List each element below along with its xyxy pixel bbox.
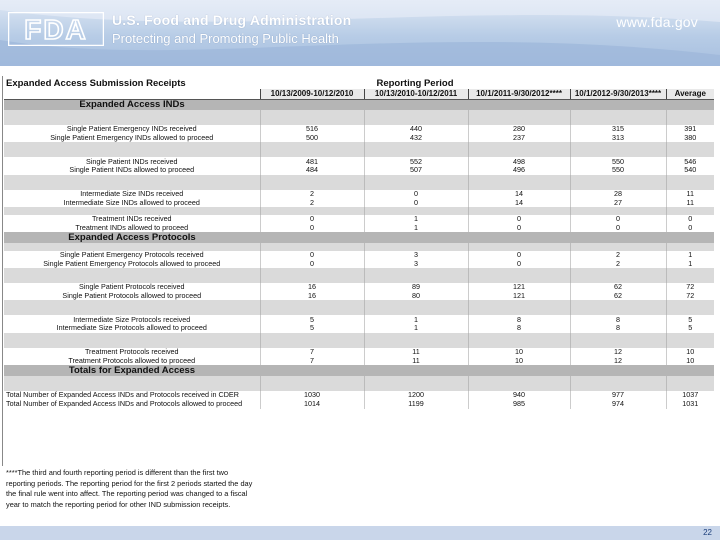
- cell: 0: [468, 223, 570, 232]
- section-inds: [4, 99, 714, 110]
- cell: 484: [260, 166, 364, 175]
- cell: 62: [570, 283, 666, 292]
- table-row: [4, 166, 714, 175]
- row-label: Treatment Protocols received: [84, 347, 179, 357]
- table-row: [4, 223, 714, 232]
- table-row: [4, 190, 714, 199]
- table-row-total: [4, 400, 714, 409]
- cell: 1: [666, 259, 714, 268]
- cell: 11: [364, 356, 468, 365]
- reporting-period-label: Reporting Period: [376, 78, 454, 89]
- agency-tagline: Protecting and Promoting Public Health: [112, 31, 339, 46]
- cell: 1031: [666, 400, 714, 409]
- row-label: Total Number of Expanded Access INDs and Protocols received in CDER: [6, 391, 239, 400]
- cell: 10: [666, 348, 714, 357]
- cell: 5: [666, 324, 714, 333]
- cell: 2: [260, 198, 364, 207]
- cell: 12: [570, 356, 666, 365]
- cell: 3: [364, 251, 468, 260]
- cell: 498: [468, 157, 570, 166]
- cell: 16: [260, 292, 364, 301]
- cell: 14: [468, 190, 570, 199]
- cell: 546: [666, 157, 714, 166]
- cell: 1: [364, 215, 468, 224]
- cell: 1: [364, 324, 468, 333]
- fda-logo-text: FDA: [24, 14, 88, 45]
- row-label: Single Patient Protocols received: [79, 282, 185, 292]
- cell: 0: [364, 190, 468, 199]
- cell: 315: [570, 125, 666, 134]
- cell: 1: [364, 223, 468, 232]
- row-label: Intermediate Size Protocols received: [73, 315, 191, 324]
- period-1-header: 10/13/2009-10/12/2010: [260, 89, 364, 99]
- agency-block: [112, 12, 351, 46]
- cell: 27: [570, 198, 666, 207]
- table-row: [4, 215, 714, 224]
- cell: 1200: [364, 391, 468, 400]
- cell: 7: [260, 356, 364, 365]
- average-header: Average: [666, 89, 714, 99]
- header-swoosh-decoration: [0, 0, 720, 66]
- table-row: [4, 348, 714, 357]
- cell: 2: [570, 259, 666, 268]
- cell: 974: [570, 400, 666, 409]
- section-title: Totals for Expanded Access: [4, 365, 260, 376]
- cell: 0: [364, 198, 468, 207]
- cell: 391: [666, 125, 714, 134]
- row-label: Single Patient Emergency INDs received: [66, 124, 197, 134]
- row-label: Intermediate Size INDs allowed to proceed: [63, 198, 200, 207]
- table-row: [4, 198, 714, 207]
- table-title: Expanded Access Submission Receipts: [6, 78, 186, 89]
- cell: 28: [570, 190, 666, 199]
- cell: 2: [570, 251, 666, 260]
- cell: 3: [364, 259, 468, 268]
- table-row: [4, 134, 714, 143]
- cell: 1: [364, 315, 468, 324]
- table-row: [4, 251, 714, 260]
- table-title-row: [4, 78, 714, 89]
- table-row: [4, 125, 714, 134]
- period-2-header: 10/13/2010-10/12/2011: [364, 89, 468, 99]
- cell: 0: [666, 215, 714, 224]
- cell: 0: [468, 251, 570, 260]
- cell: 1199: [364, 400, 468, 409]
- cell: 10: [468, 348, 570, 357]
- cell: 12: [570, 348, 666, 357]
- fda-logo: [8, 12, 104, 46]
- cell: 2: [260, 190, 364, 199]
- cell: 1030: [260, 391, 364, 400]
- footer-bar: [0, 526, 720, 540]
- cell: 16: [260, 283, 364, 292]
- row-label: Intermediate Size Protocols allowed to proceed: [56, 324, 207, 333]
- row-label: Treatment Protocols allowed to proceed: [68, 356, 196, 365]
- cell: 7: [260, 348, 364, 357]
- cell: 380: [666, 134, 714, 143]
- table-row: [4, 356, 714, 365]
- cell: 14: [468, 198, 570, 207]
- cell: 11: [364, 348, 468, 357]
- cell: 0: [570, 223, 666, 232]
- row-label: Single Patient Emergency INDs allowed to proceed: [50, 133, 214, 142]
- cell: 985: [468, 400, 570, 409]
- table-row: [4, 315, 714, 324]
- cell: 0: [468, 215, 570, 224]
- cell: 440: [364, 125, 468, 134]
- table-row: [4, 324, 714, 333]
- cell: 500: [260, 134, 364, 143]
- cell: 1037: [666, 391, 714, 400]
- cell: 552: [364, 157, 468, 166]
- cell: 0: [260, 251, 364, 260]
- fda-header-banner: [0, 0, 720, 66]
- cell: 507: [364, 166, 468, 175]
- cell: 5: [666, 315, 714, 324]
- period-3-header: 10/1/2011-9/30/2012****: [468, 89, 570, 99]
- row-label: Treatment INDs received: [91, 214, 172, 223]
- cell: 1014: [260, 400, 364, 409]
- footnote: ****The third and fourth reporting period is different than the first two reporting periods. The reporting period for the first 2 periods started the day the final rule went into affect. The reporting period was changed to a fiscal year to match the reporting period for other IND submission receipts.: [6, 468, 253, 509]
- table-row: [4, 259, 714, 268]
- table-row: [4, 292, 714, 301]
- row-label: Single Patient Emergency Protocols allowed to proceed: [43, 259, 221, 268]
- cell: 72: [666, 292, 714, 301]
- cell: 10: [468, 356, 570, 365]
- table-row: [4, 157, 714, 166]
- row-label: Single Patient INDs allowed to proceed: [69, 165, 195, 175]
- row-label: Total Number of Expanded Access INDs and Protocols allowed to proceed: [6, 399, 243, 409]
- cell: 8: [468, 324, 570, 333]
- site-url[interactable]: www.fda.gov: [616, 14, 698, 30]
- row-label: Single Patient Protocols allowed to proceed: [62, 291, 202, 301]
- cell: 550: [570, 157, 666, 166]
- cell: 496: [468, 166, 570, 175]
- page-number: 22: [703, 528, 712, 537]
- cell: 8: [570, 315, 666, 324]
- section-totals: [4, 365, 714, 376]
- cell: 940: [468, 391, 570, 400]
- cell: 313: [570, 134, 666, 143]
- cell: 11: [666, 190, 714, 199]
- cell: 0: [468, 259, 570, 268]
- cell: 280: [468, 125, 570, 134]
- cell: 977: [570, 391, 666, 400]
- cell: 89: [364, 283, 468, 292]
- cell: 1: [666, 251, 714, 260]
- row-label: Single Patient Emergency Protocols received: [59, 250, 204, 259]
- cell: 0: [570, 215, 666, 224]
- period-4-header: 10/1/2012-9/30/2013****: [570, 89, 666, 99]
- section-title: Expanded Access Protocols: [4, 232, 260, 243]
- cell: 550: [570, 166, 666, 175]
- cell: 0: [260, 223, 364, 232]
- cell: 72: [666, 283, 714, 292]
- section-title: Expanded Access INDs: [4, 99, 260, 110]
- section-protocols: [4, 232, 714, 243]
- cell: 432: [364, 134, 468, 143]
- cell: 5: [260, 324, 364, 333]
- cell: 540: [666, 166, 714, 175]
- cell: 10: [666, 356, 714, 365]
- cell: 0: [260, 259, 364, 268]
- cell: 237: [468, 134, 570, 143]
- period-header-row: [4, 89, 714, 99]
- row-label: Single Patient INDs received: [86, 157, 178, 166]
- cell: 121: [468, 292, 570, 301]
- row-label: Intermediate Size INDs received: [80, 189, 184, 198]
- cell: 80: [364, 292, 468, 301]
- cell: 62: [570, 292, 666, 301]
- cell: 0: [666, 223, 714, 232]
- cell: 481: [260, 157, 364, 166]
- expanded-access-table: [4, 78, 714, 409]
- cell: 121: [468, 283, 570, 292]
- agency-name: U.S. Food and Drug Administration: [112, 12, 352, 28]
- cell: 5: [260, 315, 364, 324]
- cell: 516: [260, 125, 364, 134]
- cell: 8: [570, 324, 666, 333]
- table-row: [4, 283, 714, 292]
- cell: 8: [468, 315, 570, 324]
- row-label: Treatment INDs allowed to proceed: [75, 223, 189, 232]
- table-row-total: [4, 391, 714, 400]
- cell: 11: [666, 198, 714, 207]
- cell: 0: [260, 215, 364, 224]
